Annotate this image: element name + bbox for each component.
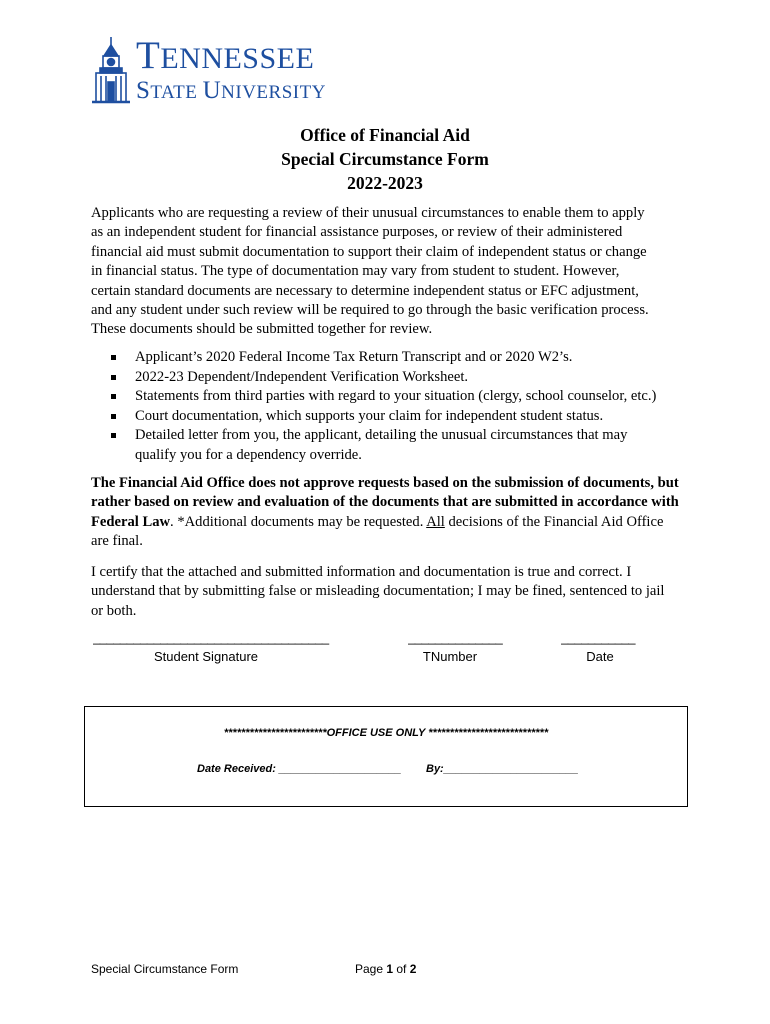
title-office: Office of Financial Aid: [300, 125, 470, 145]
list-item: Applicant’s 2020 Federal Income Tax Return Transcript and or 2020 W2’s.: [111, 348, 691, 368]
list-item: Detailed letter from you, the applicant, detailing the unusual circumstances that may qualify you for a dependency override.: [111, 426, 691, 465]
intro-line: These documents should be submitted together for review.: [91, 321, 433, 338]
bullet-icon: [111, 433, 116, 438]
policy-statement: The Financial Aid Office does not approve requests based on the submission of documents, but rather based on review and evaluation of the documents that are submitted in accordance with Federal Law. *Additional documents may be requested. All decisions of the Financial Aid Office are final.: [91, 475, 679, 550]
list-item: Statements from third parties with regard to your situation (clergy, school counselor, etc.): [111, 387, 691, 407]
date-label: Date: [586, 649, 614, 664]
policy-all-underlined: All: [426, 513, 445, 530]
bullet-icon: [111, 414, 116, 419]
logo-line-tennessee: TENNESSEE: [136, 34, 315, 77]
received-by-field[interactable]: By:______________________: [426, 763, 579, 775]
intro-line: in financial status. The type of documentation may vary from student to student. However,: [91, 263, 620, 280]
title-year: 2022-2023: [347, 173, 423, 193]
logo-line-state-university: STATE UNIVERSITY: [136, 77, 326, 104]
required-documents-list: [111, 348, 691, 466]
certification-statement: I certify that the attached and submitted information and documentation is true and correct. I understand that by submitting false or misleading documentation; I may be fined, sentenced to jail or both.: [91, 564, 665, 619]
footer-form-name: Special Circumstance Form: [91, 962, 239, 976]
footer-page-number: Page 1 of 2: [355, 962, 417, 976]
policy-bold-text: The Financial Aid Office does not approve requests based on the submission of documents, but rather based on review and evaluation of the documents that are submitted in accordance with Federal Law: [91, 475, 679, 530]
tnumber-label: TNumber: [422, 649, 478, 664]
bullet-icon: [111, 394, 116, 399]
university-logo: [90, 36, 350, 106]
student-signature-label: Student Signature: [153, 649, 259, 664]
title-form-name: Special Circumstance Form: [281, 149, 489, 169]
tnumber-line[interactable]: ______________: [408, 630, 503, 645]
intro-line: and any student under such review will be required to go through the basic verification process.: [91, 302, 649, 319]
intro-line: certain standard documents are necessary to determine independent status or EFC adjustment,: [91, 282, 639, 299]
intro-line: as an independent student for financial assistance purposes, or review of their administered: [91, 224, 623, 241]
intro-line: financial aid must submit documentation to support their claim of independent status or change: [91, 243, 647, 260]
list-item: Court documentation, which supports your claim for independent student status.: [111, 407, 691, 427]
bullet-icon: [111, 355, 116, 360]
date-received-field[interactable]: Date Received: ____________________: [197, 763, 402, 775]
date-line[interactable]: ___________: [561, 630, 636, 645]
bullet-icon: [111, 375, 116, 380]
student-signature-line[interactable]: ___________________________________: [93, 630, 329, 645]
list-item: 2022-23 Dependent/Independent Verification Worksheet.: [111, 368, 691, 388]
office-use-box: [84, 706, 688, 807]
intro-paragraph: [91, 204, 691, 340]
intro-line: Applicants who are requesting a review of their unusual circumstances to enable them to apply: [91, 205, 645, 221]
clock-tower-icon: [90, 36, 132, 104]
office-use-header: ************************OFFICE USE ONLY ****************************: [223, 727, 549, 739]
